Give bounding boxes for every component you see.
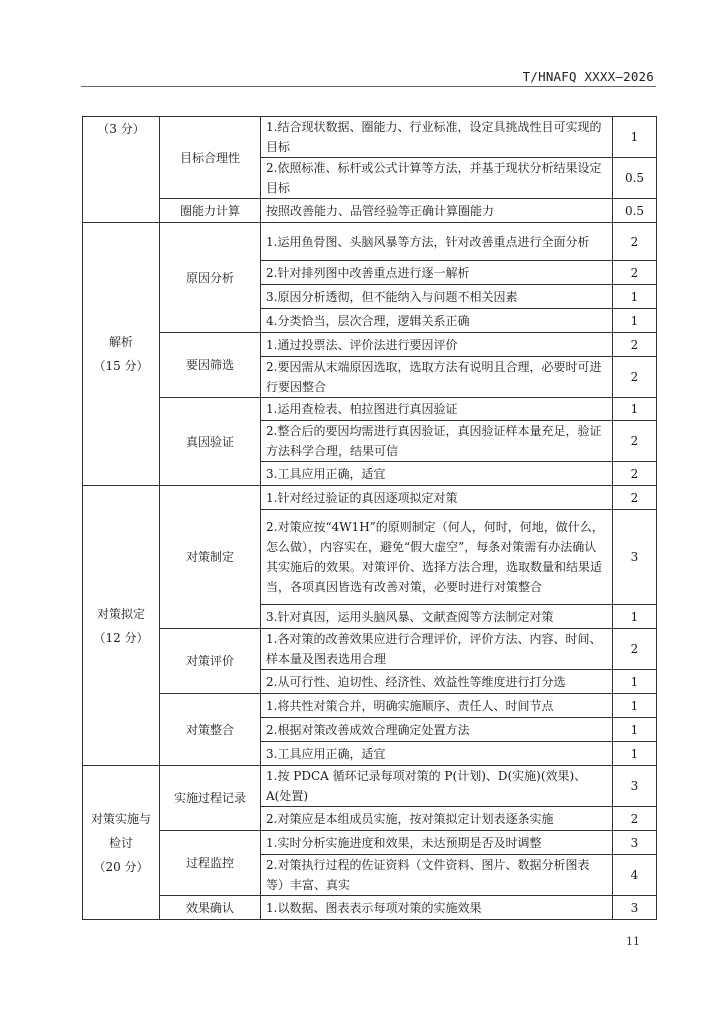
criterion-text: 1.各对策的改善效果应进行合理评价，评价方法、内容、时间、样本量及图表选用合理 <box>261 629 613 670</box>
document-id: T/HNAFQ XXXX—2026 <box>522 69 654 84</box>
criterion-text: 1.运用查检表、柏拉图进行真因验证 <box>261 398 613 421</box>
score-value: 1 <box>613 117 657 158</box>
section-name: 解析 <box>108 335 133 349</box>
score-value: 3 <box>613 510 657 605</box>
section-name: 对策拟定 <box>96 606 145 621</box>
subitem-name: 真因验证 <box>160 398 261 486</box>
subitem-name: 实施过程记录 <box>160 766 261 831</box>
table-row <box>83 694 657 718</box>
criterion-text: 1.结合现状数据、圈能力、行业标准，设定具挑战性目可实现的目标 <box>261 117 613 158</box>
criterion-text: 4.分类恰当，层次合理，逻辑关系正确 <box>261 309 613 333</box>
score-value: 1 <box>613 694 657 718</box>
table-row <box>83 766 657 807</box>
criterion-text: 1.通过投票法、评价法进行要因评价 <box>261 333 613 357</box>
section-points: （15 分） <box>93 359 149 373</box>
section-cell <box>83 766 160 920</box>
table-row <box>83 199 657 223</box>
criterion-text: 2.对策执行过程的佐证资料（文件资料、图片、数据分析图表等）丰富、真实 <box>261 855 613 896</box>
table-row <box>83 333 657 357</box>
criterion-text: 2.依照标准、标杆或公式计算等方法，并基于现状分析结果设定目标 <box>261 158 613 199</box>
subitem-name: 要因筛选 <box>160 333 261 398</box>
score-value: 2 <box>613 261 657 285</box>
criterion-text: 2.根据对策改善成效合理确定处置方法 <box>261 718 613 742</box>
criterion-text: 1.按 PDCA 循环记录每项对策的 P(计划)、D(实施)(效果)、A(处置) <box>261 766 613 807</box>
score-value: 1 <box>613 285 657 309</box>
subitem-name: 圈能力计算 <box>160 199 261 223</box>
table-row <box>83 896 657 920</box>
score-value: 1 <box>613 718 657 742</box>
criterion-text: 1.将共性对策合并，明确实施顺序、责任人、时间节点 <box>261 694 613 718</box>
section-points: （12 分） <box>93 630 149 645</box>
section-cell <box>83 223 160 486</box>
criterion-text: 2.针对排列图中改善重点进行逐一解析 <box>261 261 613 285</box>
section-points: （3 分） <box>97 122 145 136</box>
table-row <box>83 398 657 421</box>
table-row <box>83 629 657 670</box>
score-value: 2 <box>613 462 657 486</box>
score-value: 3 <box>613 831 657 855</box>
table-row <box>83 486 657 510</box>
score-value: 1 <box>613 605 657 629</box>
score-value: 2 <box>613 421 657 462</box>
subitem-name: 对策评价 <box>160 629 261 694</box>
criterion-text: 3.工具应用正确，适宜 <box>261 742 613 766</box>
criterion-text: 3.工具应用正确，适宜 <box>261 462 613 486</box>
section-cell <box>83 486 160 766</box>
criterion-text: 1.针对经过验证的真因逐项拟定对策 <box>261 486 613 510</box>
subitem-name: 效果确认 <box>160 896 261 920</box>
score-value: 3 <box>613 896 657 920</box>
scoring-table <box>82 116 657 920</box>
criterion-text: 2.对策应按“4W1H”的原则制定（何人，何时，何地，做什么，怎么做），内容实在，避免“假大虚空”，每条对策需有办法确认其实施后的效果。对策评价、选择方法合理，选取数量和结果适当，各项真因皆选有改善对策，必要时进行对策整合 <box>261 510 613 605</box>
section-points: （20 分） <box>93 859 149 874</box>
criterion-text: 2.整合后的要因均需进行真因验证，真因验证样本量充足，验证方法科学合理，结果可信 <box>261 421 613 462</box>
score-value: 1 <box>613 309 657 333</box>
criterion-text: 1.以数据、图表表示每项对策的实施效果 <box>261 896 613 920</box>
subitem-name: 目标合理性 <box>160 117 261 199</box>
score-value: 4 <box>613 855 657 896</box>
score-value: 1 <box>613 398 657 421</box>
criterion-text: 1.实时分析实施进度和效果，未达预期是否及时调整 <box>261 831 613 855</box>
score-value: 2 <box>613 223 657 261</box>
header-rule <box>81 86 656 87</box>
criterion-text: 3.针对真因，运用头脑风暴、文献查阅等方法制定对策 <box>261 605 613 629</box>
subitem-name: 对策整合 <box>160 694 261 766</box>
criterion-text: 1.运用鱼骨图、头脑风暴等方法，针对改善重点进行全面分析 <box>261 223 613 261</box>
score-value: 2 <box>613 357 657 398</box>
score-value: 1 <box>613 670 657 694</box>
score-value: 2 <box>613 333 657 357</box>
criterion-text: 按照改善能力、品管经验等正确计算圈能力 <box>261 199 613 223</box>
section-cell <box>83 117 160 223</box>
criterion-text: 2.从可行性、迫切性、经济性、效益性等维度进行打分选 <box>261 670 613 694</box>
score-value: 3 <box>613 766 657 807</box>
table-row <box>83 223 657 261</box>
score-value: 1 <box>613 742 657 766</box>
score-value: 0.5 <box>613 158 657 199</box>
table-row <box>83 831 657 855</box>
score-value: 2 <box>613 807 657 831</box>
subitem-name: 原因分析 <box>160 223 261 333</box>
subitem-name: 过程监控 <box>160 831 261 896</box>
criterion-text: 3.原因分析透彻，但不能纳入与问题不相关因素 <box>261 285 613 309</box>
subitem-name: 对策制定 <box>160 486 261 629</box>
criterion-text: 2.对策应是本组成员实施，按对策拟定计划表逐条实施 <box>261 807 613 831</box>
score-value: 2 <box>613 629 657 670</box>
section-name: 对策实施与检讨 <box>90 811 151 850</box>
criterion-text: 2.要因需从末端原因选取，选取方法有说明且合理，必要时可进行要因整合 <box>261 357 613 398</box>
page-number: 11 <box>626 935 640 948</box>
score-value: 2 <box>613 486 657 510</box>
table-row <box>83 117 657 158</box>
score-value: 0.5 <box>613 199 657 223</box>
